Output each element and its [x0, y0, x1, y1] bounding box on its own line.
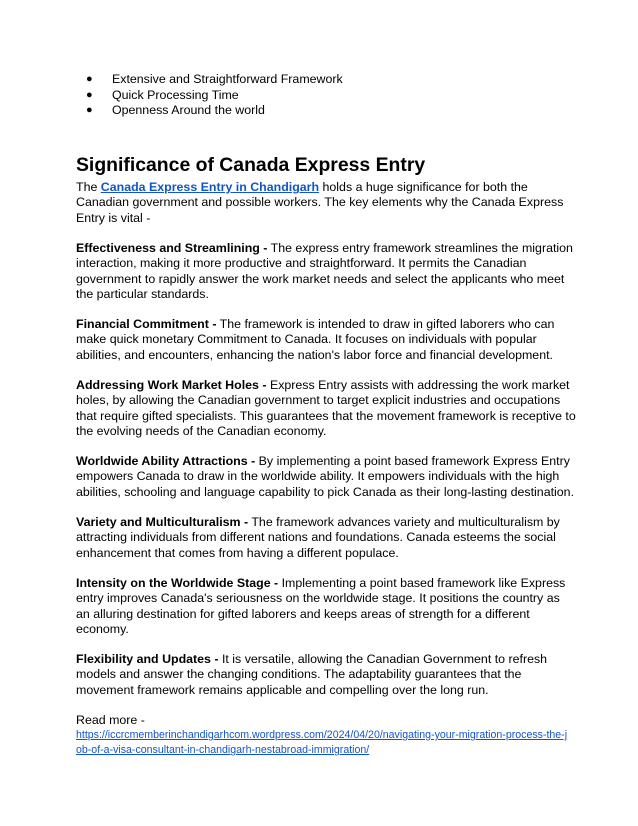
section-title: Worldwide Ability Attractions -	[76, 454, 256, 469]
section-text: The framework is intended to draw in gifted laborers who can make quick monetary Commitment to Canada. It focuses on individuals with popular abilities, and encounters, enhancing the nation's labor force and financial development.	[76, 317, 555, 362]
section-text: By implementing a point based framework Express Entry empowers Canada to draw in the worldwide ability. It empowers individuals with the high abilities, schooling and language capability to pick Canada as their long-lasting destination.	[76, 454, 575, 499]
section-paragraph-ability-attractions	[76, 454, 576, 500]
section-paragraph-effectiveness	[76, 241, 576, 303]
intro-paragraph	[76, 180, 576, 226]
section-paragraph-market-holes	[76, 378, 576, 440]
section-title: Effectiveness and Streamlining -	[76, 240, 268, 255]
read-more-label: Read more -	[76, 712, 145, 727]
section-text: Implementing a point based framework like Express entry improves Canada's seriousness on the worldwide stage. It positions the country as an alluring destination for gifted laborers and keeps areas of strength for a different economy.	[76, 575, 566, 636]
section-title: Flexibility and Updates -	[76, 651, 219, 666]
bullet-text: Openness Around the world	[112, 103, 265, 118]
section-text: The framework advances variety and multiculturalism by attracting individuals from different nations and foundations. Canada esteems the social enhancement that comes from having a different populace.	[76, 514, 560, 560]
section-title: Financial Commitment -	[76, 317, 217, 332]
section-text: Express Entry assists with addressing the work market holes, by allowing the Canadian government to target explicit industries and occupations that require gifted specialists. This guarantees that the movement framework is receptive to the evolving needs of the Canadian economy.	[76, 377, 576, 439]
section-paragraph-flexibility	[76, 652, 576, 698]
section-title: Intensity on the Worldwide Stage -	[76, 575, 279, 590]
section-title: Variety and Multiculturalism -	[76, 514, 249, 529]
read-more-link[interactable]: https://iccrcmemberinchandigarhcom.wordpress.com/2024/04/20/navigating-your-migration-process-the-job-of-a-visa-consultant-in-chandigarh-nestabroad-immigration/	[76, 729, 568, 757]
feature-bullet-list	[86, 72, 343, 119]
bullet-item	[86, 103, 343, 119]
section-paragraph-multiculturalism	[76, 515, 576, 561]
bullet-dot-icon: ●	[86, 88, 93, 101]
section-paragraph-financial	[76, 317, 576, 363]
bullet-item	[86, 72, 343, 88]
section-text: It is versatile, allowing the Canadian Government to refresh models and answer the changing conditions. The adaptability guarantees that the movement framework remains applicable and compelling over the long run.	[76, 651, 548, 697]
bullet-text: Extensive and Straightforward Framework	[112, 72, 343, 86]
intro-text-before: The	[76, 180, 101, 194]
bullet-dot-icon: ●	[86, 73, 93, 85]
bullet-item	[86, 88, 343, 104]
section-title: Addressing Work Market Holes -	[76, 377, 267, 392]
section-paragraph-worldwide-stage	[76, 576, 576, 638]
canada-express-entry-link[interactable]: Canada Express Entry in Chandigarh	[100, 180, 320, 194]
article-body	[76, 180, 576, 758]
bullet-text: Quick Processing Time	[112, 87, 239, 102]
bullet-dot-icon: ●	[86, 104, 93, 117]
section-text: The express entry framework streamlines the migration interaction, making it more productive and straightforward. It permits the Canadian government to rapidly answer the work market needs and select the applicants who meet the particular standards.	[76, 240, 573, 302]
section-heading: Significance of Canada Express Entry	[76, 154, 426, 176]
intro-text-after: holds a huge significance for both the Canadian government and possible workers. The key elements why the Canada Express Entry is vital -	[76, 180, 564, 225]
